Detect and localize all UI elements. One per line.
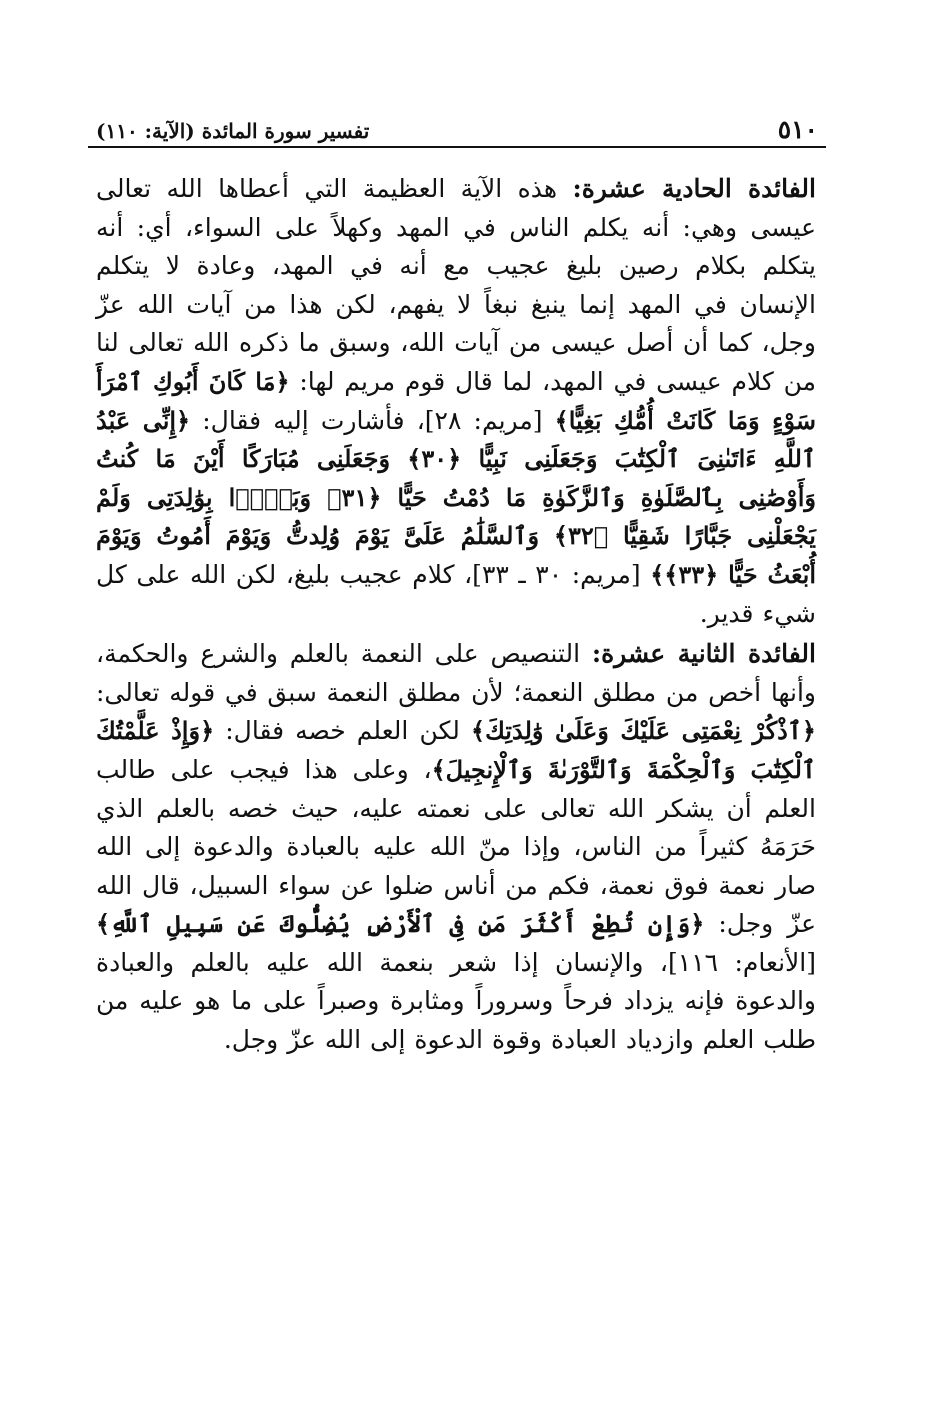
running-header bbox=[88, 112, 826, 148]
book-page bbox=[88, 112, 826, 1372]
paragraph-text: [الأنعام: ١١٦]، والإنسان إذا شعر بنعمة الله عليه بالعلم والعبادة والدعوة فإنه يزداد فرحاً وسروراً ومثابرة وصبراً على ما هو عليه من طلب العلم وازدياد العبادة وقوة الدعوة إلى الله عزّ وجل. bbox=[96, 947, 816, 1055]
verse-reference: [مريم: ٢٨]، فأشارت إليه فقال: bbox=[190, 405, 555, 435]
paragraph-text: لكن العلم خصه فقال: bbox=[214, 716, 472, 746]
paragraph-text: [مريم: ٣٠ ـ ٣٣]، كلام عجيب بليغ، لكن الله على كل شيء قدير. bbox=[96, 559, 816, 628]
quran-verse-quote: ﴿ٱذْكُرْ نِعْمَتِى عَلَيْكَ وَعَلَىٰ وَٰلِدَتِكَ﴾ bbox=[471, 716, 816, 746]
paragraph-lead: الفائدة الثانية عشرة: bbox=[591, 639, 816, 669]
paragraph-benefit-12 bbox=[96, 635, 816, 1060]
paragraph-text: التنصيص على النعمة بالعلم والشرع والحكمة، وأنها أخص من مطلق النعمة؛ لأن مطلق النعمة سبق في قوله تعالى: bbox=[96, 639, 816, 707]
page-number: ٥١٠ bbox=[777, 115, 818, 144]
paragraph-text: ، وعلى هذا فيجب على طالب العلم أن يشكر الله تعالى على نعمته عليه، حيث خصه بالعلم الذي حَرَمَهُ كثيراً من الناس، وإذا منّ الله عليه بالعبادة والدعوة إلى الله صار نعمة فوق نعمة، فكم من أناس ضلوا عن سواء السبيل، قال الله عزّ وجل: bbox=[96, 754, 816, 939]
paragraph-benefit-11 bbox=[96, 170, 816, 633]
quran-verse-quote: ﴿وَإِن تُطِعْ أَكْثَرَ مَن فِى ٱلْأَرْضِ يُضِلُّوكَ عَن سَبِيلِ ٱللَّهِ﴾ bbox=[96, 909, 705, 939]
page-body bbox=[88, 170, 826, 1060]
quran-verse-quote: ﴿إِنِّى عَبْدُ ٱللَّهِ ءَاتَىٰنِىَ ٱلْكِتَٰبَ وَجَعَلَنِى نَبِيًّا ﴿٣٠﴾ وَجَعَلَنِى مُبَارَكًا أَيْنَ مَا كُنتُ وَأَوْصَٰنِى بِٱلصَّلَوٰةِ وَٱلزَّكَوٰةِ مَا دُمْتُ حَيًّا ﴿٣١﴾ وَبَرًّۢا بِوَٰلِدَتِى وَلَمْ يَجْعَلْنِى جَبَّارًا شَقِيًّا ﴿٣٢﴾ وَٱلسَّلَٰمُ عَلَىَّ يَوْمَ وُلِدتُّ وَيَوْمَ أَمُوتُ وَيَوْمَ أُبْعَثُ حَيًّا ﴿٣٣﴾﴾ bbox=[96, 405, 817, 589]
quran-verse-quote: ﴿وَإِذْ عَلَّمْتُكَ ٱلْكِتَٰبَ وَٱلْحِكْمَةَ وَٱلتَّوْرَىٰةَ وَٱلْإِنجِيلَ﴾ bbox=[96, 716, 816, 784]
paragraph-text: هذه الآية العظيمة التي أعطاها الله تعالى عيسى وهي: أنه يكلم الناس في المهد وكهلاً على السواء، أي: أنه يتكلم بكلام رصين بليغ عجيب مع أنه في المهد، وعادة لا يتكلم الإنسان في المهد إنما ينبغ نبغاً لا يفهم، لكن هذا من آيات الله عزّ وجل، كما أن أصل عيسى من آيات الله، وسبق ما ذكره الله تعالى لنا من كلام عيسى في المهد، لما قال قوم مريم لها: bbox=[96, 174, 816, 396]
quran-verse-quote: ﴿مَا كَانَ أَبُوكِ ٱمْرَأَ سَوْءٍ وَمَا كَانَتْ أُمُّكِ بَغِيًّا﴾ bbox=[96, 366, 816, 435]
running-title: تفسير سورة المائدة (الآية: ١١٠) bbox=[96, 119, 370, 143]
paragraph-lead: الفائدة الحادية عشرة: bbox=[572, 174, 816, 203]
